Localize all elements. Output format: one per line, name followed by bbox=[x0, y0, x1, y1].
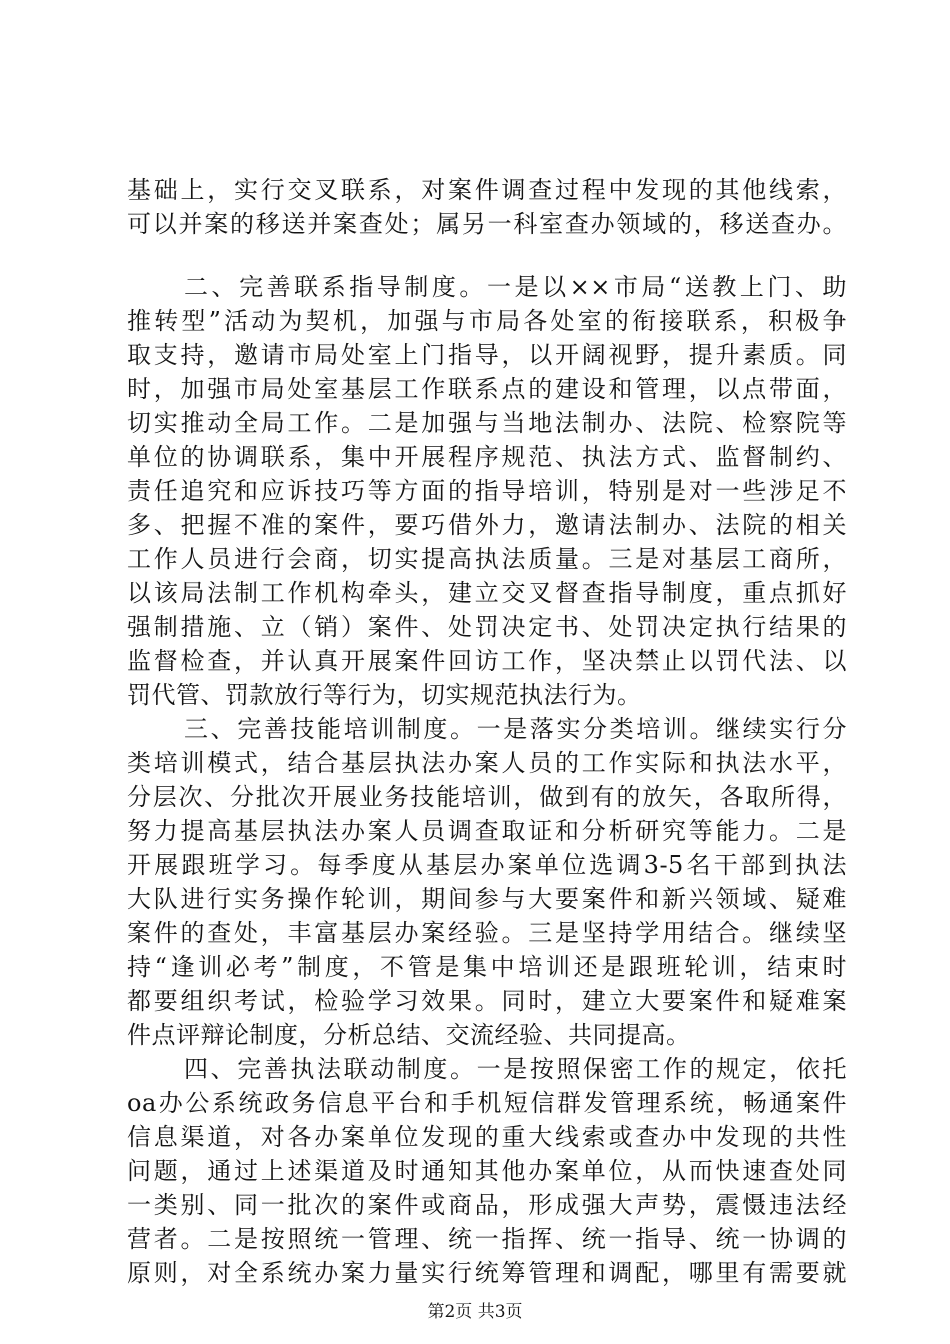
paragraph-line: 时，加强市局处室基层工作联系点的建设和管理，以点带面， bbox=[127, 375, 847, 403]
paragraph-line: 努力提高基层执法办案人员调查取证和分析研究等能力。二是 bbox=[127, 817, 847, 845]
paragraph-line: 开展跟班学习。每季度从基层办案单位选调3-5名干部到执法 bbox=[127, 851, 847, 879]
paragraph-line: oa办公系统政务信息平台和手机短信群发管理系统，畅通案件 bbox=[127, 1089, 847, 1117]
paragraph-line: 信息渠道，对各办案单位发现的重大线索或查办中发现的共性 bbox=[127, 1123, 847, 1151]
paragraph-line: 基础上，实行交叉联系，对案件调查过程中发现的其他线索， bbox=[127, 176, 847, 204]
paragraph-line: 案件的查处，丰富基层办案经验。三是坚持学用结合。继续坚 bbox=[127, 919, 847, 947]
paragraph-line: 原则，对全系统办案力量实行统筹管理和调配，哪里有需要就 bbox=[127, 1259, 847, 1287]
paragraph-line: 四、完善执法联动制度。一是按照保密工作的规定，依托 bbox=[184, 1055, 847, 1083]
paragraph-line: 单位的协调联系，集中开展程序规范、执法方式、监督制约、 bbox=[127, 443, 847, 471]
paragraph-line: 以该局法制工作机构牵头，建立交叉督查指导制度，重点抓好 bbox=[127, 579, 847, 607]
paragraph-line: 切实推动全局工作。二是加强与当地法制办、法院、检察院等 bbox=[127, 409, 847, 437]
paragraph-line: 大队进行实务操作轮训，期间参与大要案件和新兴领域、疑难 bbox=[127, 885, 847, 913]
paragraph-line: 多、把握不准的案件，要巧借外力，邀请法制办、法院的相关 bbox=[127, 511, 847, 539]
paragraph-line: 责任追究和应诉技巧等方面的指导培训，特别是对一些涉足不 bbox=[127, 477, 847, 505]
page-number-footer: 第2页 共3页 bbox=[427, 1302, 523, 1322]
paragraph-line: 取支持，邀请市局处室上门指导，以开阔视野，提升素质。同 bbox=[127, 341, 847, 369]
paragraph-line: 类培训模式，结合基层执法办案人员的工作实际和执法水平， bbox=[127, 749, 847, 777]
paragraph-line: 件点评辩论制度，分析总结、交流经验、共同提高。 bbox=[127, 1021, 691, 1049]
paragraph-line: 一类别、同一批次的案件或商品，形成强大声势，震慑违法经 bbox=[127, 1191, 847, 1219]
paragraph-line: 工作人员进行会商，切实提高执法质量。三是对基层工商所， bbox=[127, 545, 847, 573]
paragraph-line: 监督检查，并认真开展案件回访工作，坚决禁止以罚代法、以 bbox=[127, 647, 847, 675]
paragraph-line: 强制措施、立（销）案件、处罚决定书、处罚决定执行结果的 bbox=[127, 613, 847, 641]
paragraph-line: 二、完善联系指导制度。一是以××市局“送教上门、助 bbox=[184, 273, 847, 301]
paragraph-line: 可以并案的移送并案查处；属另一科室查办领域的，移送查办。 bbox=[127, 210, 847, 238]
paragraph-line: 推转型”活动为契机，加强与市局各处室的衔接联系，积极争 bbox=[127, 307, 847, 335]
paragraph-line: 都要组织考试，检验学习效果。同时，建立大要案件和疑难案 bbox=[127, 987, 847, 1015]
paragraph-line: 罚代管、罚款放行等行为，切实规范执法行为。 bbox=[127, 681, 642, 709]
paragraph-line: 问题，通过上述渠道及时通知其他办案单位，从而快速查处同 bbox=[127, 1157, 847, 1185]
paragraph-line: 分层次、分批次开展业务技能培训，做到有的放矢，各取所得， bbox=[127, 783, 847, 811]
paragraph-line: 三、完善技能培训制度。一是落实分类培训。继续实行分 bbox=[184, 715, 847, 743]
paragraph-line: 营者。二是按照统一管理、统一指挥、统一指导、统一协调的 bbox=[127, 1225, 847, 1253]
paragraph-line: 持“逢训必考”制度，不管是集中培训还是跟班轮训，结束时 bbox=[127, 953, 847, 981]
